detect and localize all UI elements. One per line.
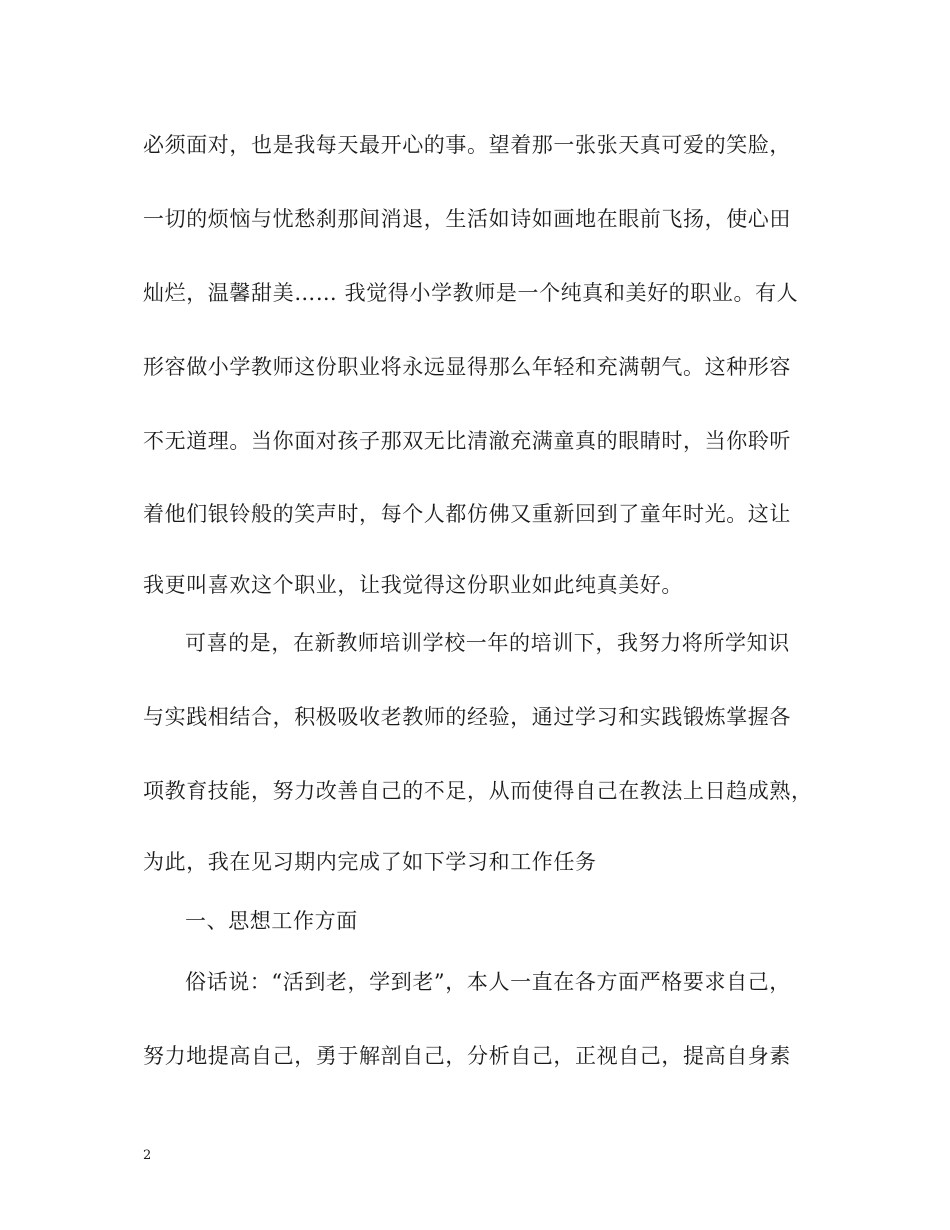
body-text-line: 灿烂，温馨甜美…… 我觉得小学教师是一个纯真和美好的职业。有人: [143, 281, 799, 305]
body-text-line: 一切的烦恼与忧愁刹那间消退，生活如诗如画地在眼前飞扬，使心田: [143, 207, 791, 231]
paragraph-first-line: 可喜的是，在新教师培训学校一年的培训下，我努力将所学知识: [185, 631, 790, 655]
body-text-line: 必须面对，也是我每天最开心的事。望着那一张张天真可爱的笑脸，: [143, 133, 791, 157]
body-text-line: 项教育技能，努力改善自己的不足，从而使得自己在教法上日趋成熟，: [143, 779, 813, 803]
body-text-line: 为此，我在见习期内完成了如下学习和工作任务: [143, 850, 597, 874]
page-number: 2: [143, 1148, 152, 1163]
body-text-line: 与实践相结合，积极吸收老教师的经验，通过学习和实践锻炼掌握各: [143, 705, 791, 729]
body-text-line: 不无道理。当你面对孩子那双无比清澈充满童真的眼睛时，当你聆听: [143, 429, 791, 453]
body-text-line: 我更叫喜欢这个职业，让我觉得这份职业如此纯真美好。: [143, 573, 683, 597]
section-heading: 一、思想工作方面: [185, 909, 358, 933]
paragraph-first-line: 俗话说：“活到老，学到老”，本人一直在各方面严格要求自己，: [185, 970, 791, 994]
body-text-line: 形容做小学教师这份职业将永远显得那么年轻和充满朝气。这种形容: [143, 355, 791, 379]
body-text-line: 着他们银铃般的笑声时，每个人都仿佛又重新回到了童年时光。这让: [143, 502, 791, 526]
body-text-line: 努力地提高自己，勇于解剖自己，分析自己，正视自己，提高自身素: [143, 1044, 791, 1068]
